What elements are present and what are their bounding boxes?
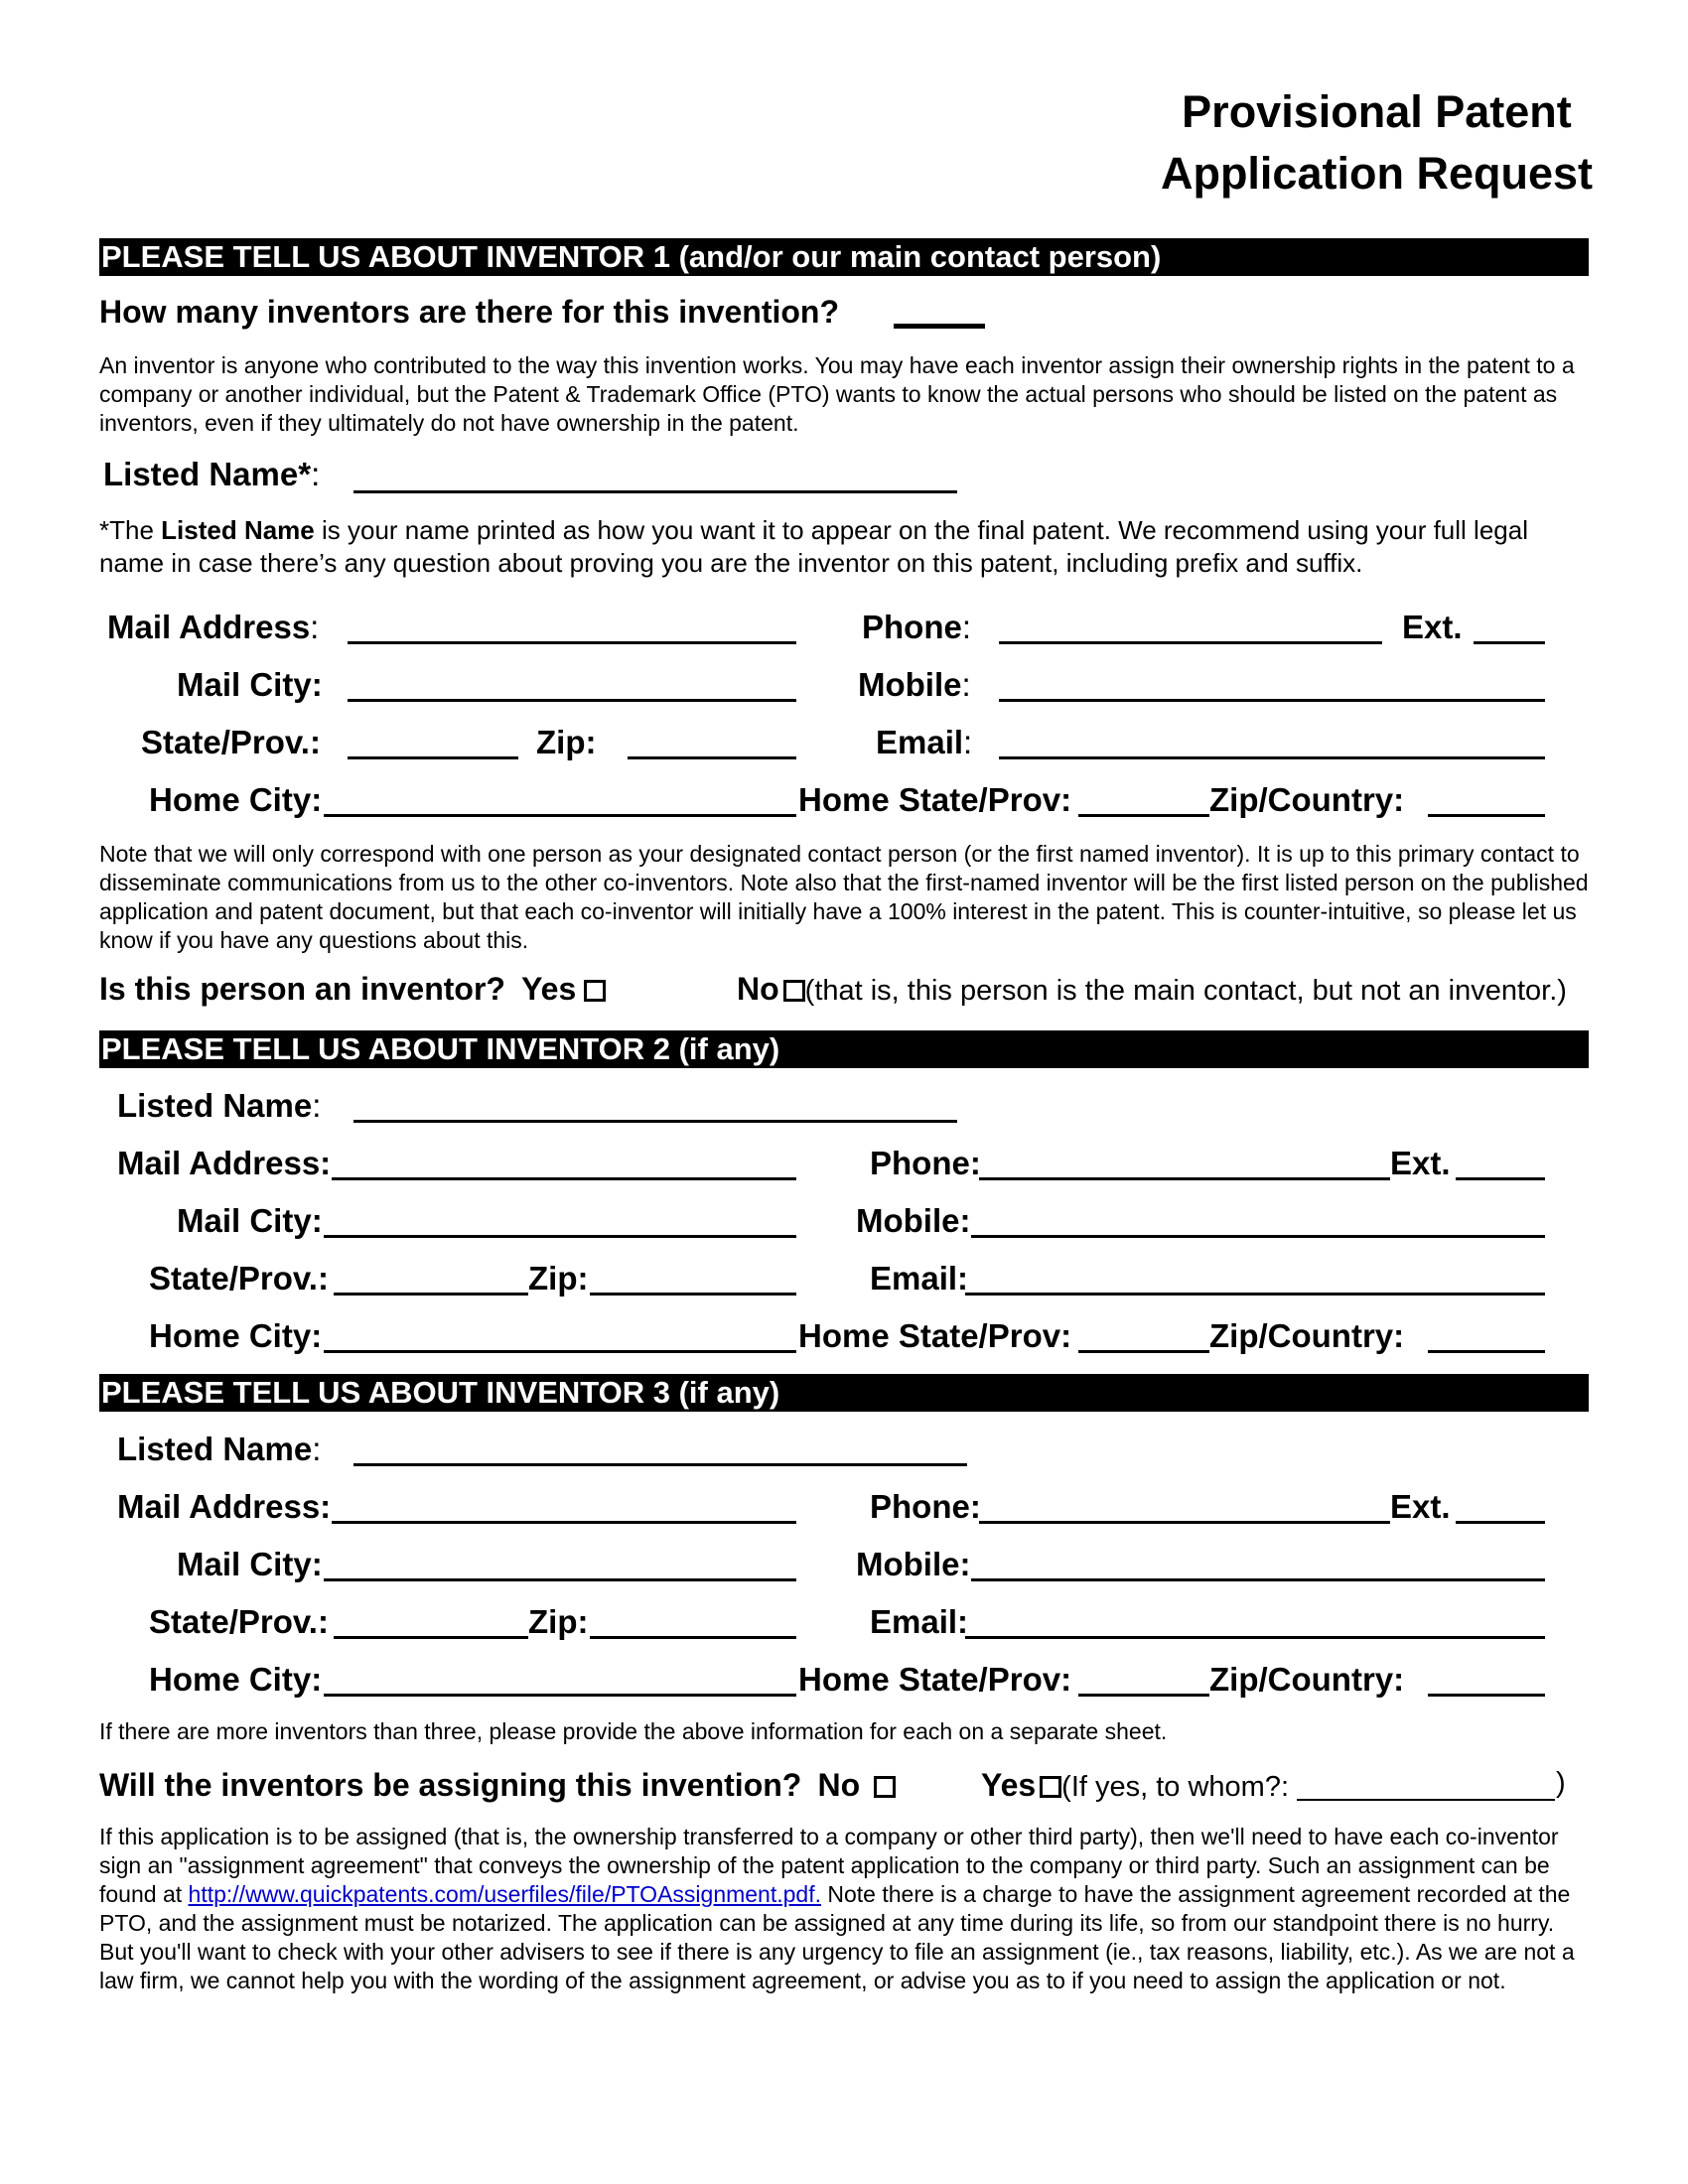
mail-address-field-3[interactable] bbox=[332, 1521, 796, 1524]
is-inventor-yes-checkbox[interactable] bbox=[584, 980, 606, 1002]
mail-city-label-1: Mail City: bbox=[177, 666, 323, 703]
ext-field-3[interactable] bbox=[1456, 1521, 1545, 1524]
phone-field-3[interactable] bbox=[979, 1521, 1390, 1524]
mail-city-field-3[interactable] bbox=[324, 1578, 796, 1581]
title-line-1: Provisional Patent bbox=[1182, 86, 1572, 137]
home-city-field-1[interactable] bbox=[324, 814, 796, 817]
home-state-field-2[interactable] bbox=[1078, 1350, 1209, 1353]
assignee-field[interactable] bbox=[1297, 1799, 1555, 1801]
home-city-field-3[interactable] bbox=[324, 1694, 796, 1697]
is-inventor-no-checkbox[interactable] bbox=[783, 980, 805, 1002]
title-line-2: Application Request bbox=[1160, 148, 1593, 199]
section-header-inventor-1: PLEASE TELL US ABOUT INVENTOR 1 (and/or our main contact person) bbox=[99, 238, 1589, 276]
inventor-count-question bbox=[99, 294, 839, 331]
mobile-label-3: Mobile: bbox=[856, 1546, 971, 1582]
email-label-1: Email: bbox=[876, 724, 973, 760]
assignment-template-link[interactable]: http://www.quickpatents.com/userfiles/file/PTOAssignment.pdf. bbox=[188, 1881, 821, 1907]
mail-city-field-1[interactable] bbox=[348, 699, 796, 702]
assignment-row bbox=[99, 1767, 896, 1804]
home-state-label-3: Home State/Prov: bbox=[798, 1661, 1072, 1698]
mail-city-label-3: Mail City: bbox=[177, 1546, 323, 1582]
is-inventor-no-label: No bbox=[737, 971, 779, 1007]
ext-field-1[interactable] bbox=[1474, 641, 1545, 644]
phone-field-1[interactable] bbox=[999, 641, 1382, 644]
zip-country-label-1: Zip/Country: bbox=[1209, 781, 1405, 818]
phone-label-3: Phone: bbox=[870, 1488, 981, 1525]
zip-field-1[interactable] bbox=[628, 756, 796, 759]
ext-field-2[interactable] bbox=[1456, 1177, 1545, 1180]
assignment-explanation: If this application is to be assigned (that is, the ownership transferred to a company or other third party), then we'll need to have each co-inventor sign an "assignment agreement" that conveys the ownership of the patent application to the company or third party. Such an assignment can be found at http://www.quickpatents.com/userfiles/file/PTOAssignment.pdf. Note there is a charge to have the assignment agreement recorded at the PTO, and the assignment must be notarized. The application can be assigned at any time during its life, so from our standpoint there is no hurry. But you'll want to check with your other advisers to see if there is any urgency to file an assignment (ie., tax reasons, liability, etc.). As we are not a law firm, we cannot help you with the wording of the assignment agreement, or advise you as to if you need to assign the application or not. bbox=[99, 1824, 1575, 1993]
mail-address-label-1: Mail Address: bbox=[107, 609, 320, 645]
inventor-count-field[interactable] bbox=[894, 324, 985, 329]
listed-name-note: *The Listed Name is your name printed as how you want it to appear on the final patent. We recommend using your full legal name in case there’s any question about proving you are the inventor on this patent, including prefix and suffix. bbox=[99, 515, 1528, 578]
inventor-definition-text: An inventor is anyone who contributed to the way this invention works. You may have each inventor assign their ownership rights in the patent to a company or another individual, but the Patent & Trademark Office (PTO) wants to know the actual persons who should be listed on the patent as inventors, even if they ultimately do not have ownership in the patent. bbox=[99, 352, 1575, 436]
mobile-label-1: Mobile: bbox=[858, 666, 971, 703]
email-label-3: Email: bbox=[870, 1603, 969, 1640]
mobile-field-1[interactable] bbox=[999, 699, 1545, 702]
listed-name-label-3: Listed Name: bbox=[117, 1431, 322, 1467]
home-state-label-2: Home State/Prov: bbox=[798, 1317, 1072, 1354]
listed-name-label-2: Listed Name: bbox=[117, 1087, 322, 1124]
email-field-3[interactable] bbox=[965, 1636, 1545, 1639]
zip-label-2: Zip: bbox=[528, 1260, 589, 1297]
assignment-no-checkbox[interactable] bbox=[874, 1776, 896, 1798]
zip-label-3: Zip: bbox=[528, 1603, 589, 1640]
more-inventors-note: If there are more inventors than three, please provide the above information for each on a separate sheet. bbox=[99, 1718, 1168, 1744]
mobile-label-2: Mobile: bbox=[856, 1202, 971, 1239]
zip-label-1: Zip: bbox=[536, 724, 597, 760]
assignment-yes-label: Yes bbox=[981, 1767, 1037, 1803]
mail-address-label-3: Mail Address: bbox=[117, 1488, 332, 1525]
mobile-field-2[interactable] bbox=[971, 1235, 1545, 1238]
home-state-label-1: Home State/Prov: bbox=[798, 781, 1072, 818]
home-state-field-3[interactable] bbox=[1078, 1694, 1209, 1697]
assignment-question: Will the inventors be assigning this invention? bbox=[99, 1767, 802, 1803]
section-header-inventor-3: PLEASE TELL US ABOUT INVENTOR 3 (if any) bbox=[99, 1374, 1589, 1412]
state-label-2: State/Prov.: bbox=[149, 1260, 329, 1297]
mail-address-label-2: Mail Address: bbox=[117, 1145, 332, 1181]
is-inventor-no-row bbox=[737, 971, 1567, 1008]
is-inventor-row bbox=[99, 971, 606, 1008]
mail-address-field-1[interactable] bbox=[348, 641, 796, 644]
section-header-inventor-2: PLEASE TELL US ABOUT INVENTOR 2 (if any) bbox=[99, 1030, 1589, 1068]
zip-country-label-3: Zip/Country: bbox=[1209, 1661, 1405, 1698]
state-label-3: State/Prov.: bbox=[149, 1603, 329, 1640]
assignment-yes-row bbox=[981, 1767, 1289, 1804]
inventor-count-label: How many inventors are there for this invention? bbox=[99, 294, 840, 330]
mail-address-field-2[interactable] bbox=[332, 1177, 796, 1180]
contact-note-text: Note that we will only correspond with one person as your designated contact person (or the first named inventor). It is up to this primary contact to disseminate communications from us to the other co-inventors. Note also that the first-named inventor will be the first listed person on the published application and patent document, but that each co-inventor will initially have a 100% interest in the patent. This is counter-intuitive, so please let us know if you have any questions about this. bbox=[99, 841, 1589, 953]
mobile-field-3[interactable] bbox=[971, 1578, 1545, 1581]
ext-label-2: Ext. bbox=[1390, 1145, 1451, 1181]
state-field-1[interactable] bbox=[348, 756, 518, 759]
phone-label-2: Phone: bbox=[870, 1145, 981, 1181]
assignment-yes-checkbox[interactable] bbox=[1040, 1776, 1061, 1798]
phone-label-1: Phone: bbox=[862, 609, 972, 645]
home-state-field-1[interactable] bbox=[1078, 814, 1209, 817]
zip-field-2[interactable] bbox=[590, 1293, 796, 1296]
document-title bbox=[1161, 81, 1593, 205]
email-field-1[interactable] bbox=[999, 756, 1545, 759]
email-field-2[interactable] bbox=[965, 1293, 1545, 1296]
zip-field-3[interactable] bbox=[590, 1636, 796, 1639]
state-label-1: State/Prov.: bbox=[141, 724, 321, 760]
home-city-label-1: Home City: bbox=[149, 781, 323, 818]
assignment-to-whom-label: (If yes, to whom?: bbox=[1061, 1771, 1290, 1803]
state-field-3[interactable] bbox=[334, 1636, 528, 1639]
phone-field-2[interactable] bbox=[979, 1177, 1390, 1180]
home-city-label-2: Home City: bbox=[149, 1317, 323, 1354]
ext-label-1: Ext. bbox=[1402, 609, 1463, 645]
assignment-no-label: No bbox=[817, 1767, 861, 1803]
assignment-closing-paren: ) bbox=[1556, 1767, 1566, 1799]
home-city-label-3: Home City: bbox=[149, 1661, 323, 1698]
listed-name-label-1: Listed Name*: bbox=[103, 456, 321, 492]
state-field-2[interactable] bbox=[334, 1293, 528, 1296]
zip-country-field-1[interactable] bbox=[1428, 814, 1545, 817]
mail-city-label-2: Mail City: bbox=[177, 1202, 323, 1239]
zip-country-field-3[interactable] bbox=[1428, 1694, 1545, 1697]
listed-name-field-3[interactable] bbox=[353, 1463, 967, 1466]
email-label-2: Email: bbox=[870, 1260, 969, 1297]
is-inventor-yes-label: Yes bbox=[521, 971, 577, 1007]
is-inventor-question: Is this person an inventor? bbox=[99, 971, 505, 1007]
ext-label-3: Ext. bbox=[1390, 1488, 1451, 1525]
zip-country-label-2: Zip/Country: bbox=[1209, 1317, 1405, 1354]
is-inventor-no-explanation: (that is, this person is the main contact, but not an inventor.) bbox=[804, 975, 1567, 1007]
listed-name-field-2[interactable] bbox=[353, 1120, 957, 1123]
listed-name-field-1[interactable] bbox=[353, 490, 957, 493]
mail-city-field-2[interactable] bbox=[324, 1235, 796, 1238]
zip-country-field-2[interactable] bbox=[1428, 1350, 1545, 1353]
home-city-field-2[interactable] bbox=[324, 1350, 796, 1353]
